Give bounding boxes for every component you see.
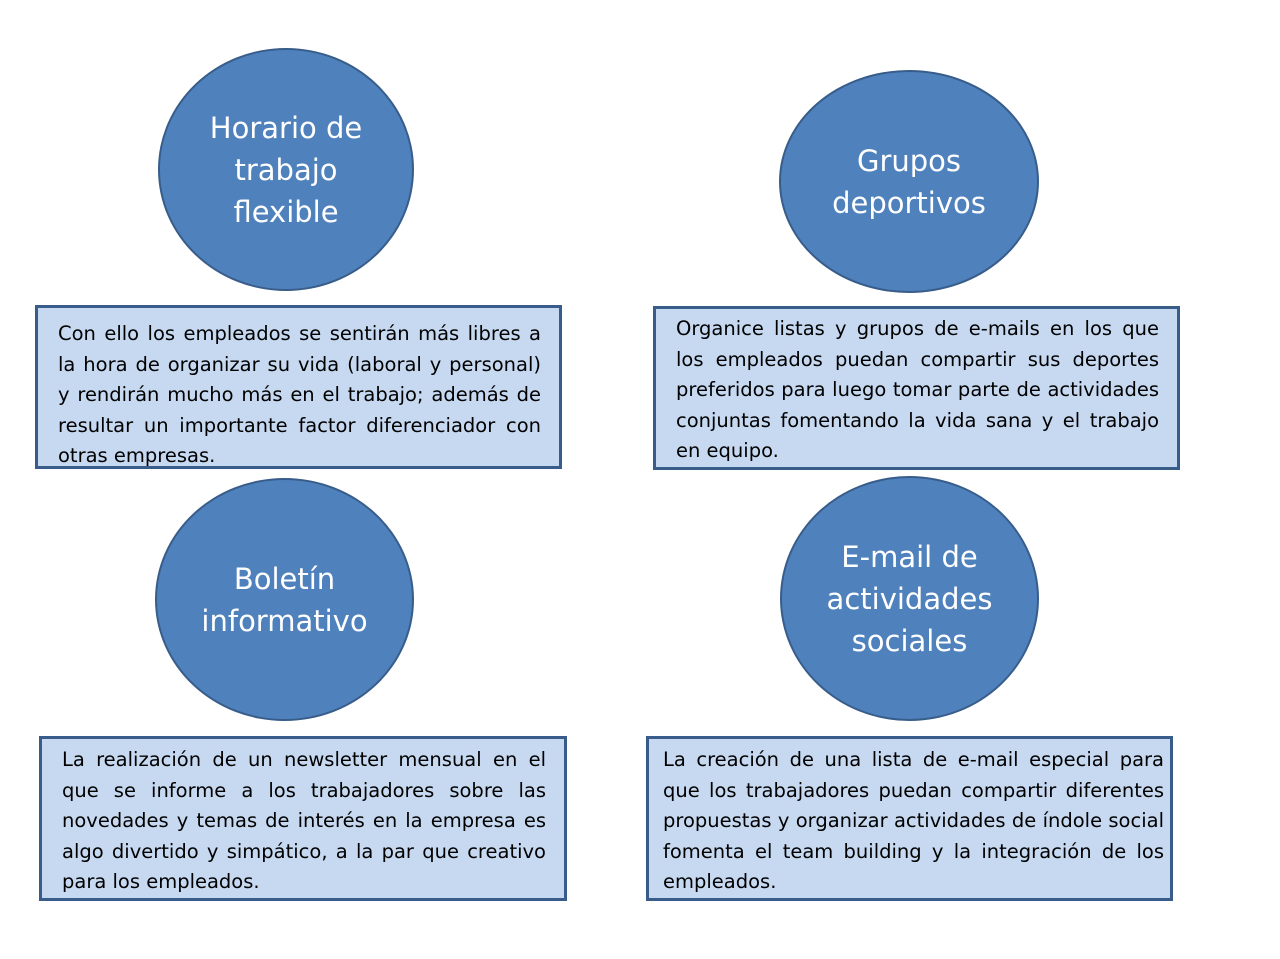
- circle-grupos-deportivos: [779, 70, 1039, 293]
- description-box-boletin: [39, 736, 567, 901]
- description-box-email: [646, 736, 1173, 901]
- circle-email-actividades: [780, 476, 1039, 721]
- circle-label: Grupos deportivos: [832, 143, 986, 220]
- circle-boletin-informativo: [155, 478, 414, 721]
- description-text: La realización de un newsletter mensual en el que se informe a los trabajadores sobre las novedades y temas de interés en la empresa es algo divertido y simpático, a la par que creativo para los empleados.: [62, 748, 546, 893]
- circle-label: Boletín informativo: [201, 561, 368, 638]
- description-text: Organice listas y grupos de e-mails en los que los empleados puedan compartir sus deportes preferidos para luego tomar parte de actividades conjuntas fomentando la vida sana y el trabajo en equipo.: [676, 317, 1159, 462]
- description-text: La creación de una lista de e-mail especial para que los trabajadores puedan compartir diferentes propuestas y organizar actividades de índole social fomenta el team building y la integración de los empleados.: [663, 748, 1164, 893]
- circle-label: Horario de trabajo flexible: [209, 110, 363, 229]
- circle-horario-flexible: [158, 48, 414, 291]
- circle-label: E-mail de actividades sociales: [826, 539, 993, 658]
- description-box-grupos: [653, 306, 1180, 470]
- description-box-horario: [35, 305, 562, 469]
- description-text: Con ello los empleados se sentirán más libres a la hora de organizar su vida (laboral y personal) y rendirán mucho más en el trabajo; además de resultar un importante factor diferenciador con otras empresas.: [58, 322, 541, 467]
